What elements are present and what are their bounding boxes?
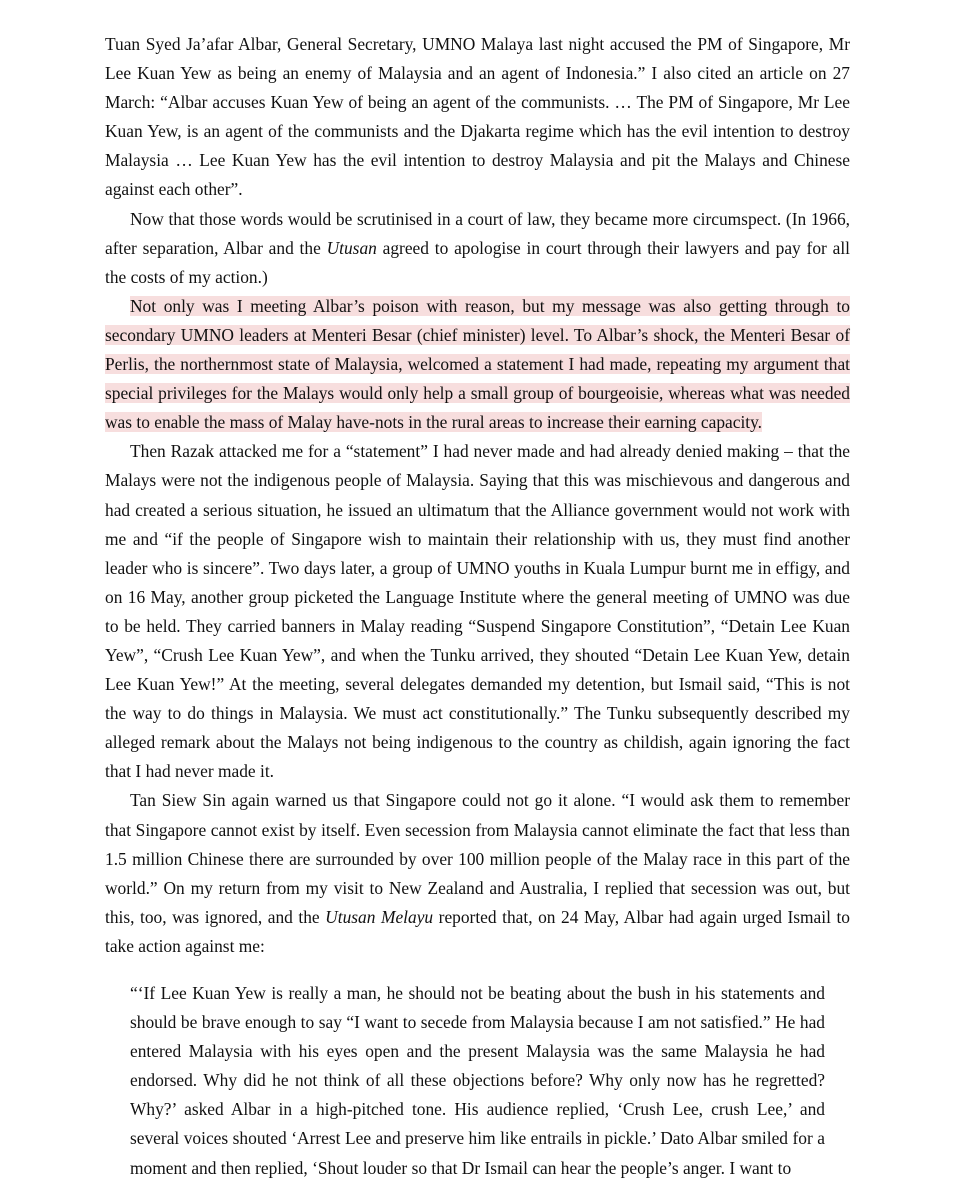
paragraph-1 bbox=[105, 30, 850, 205]
paragraph-2 bbox=[105, 205, 850, 292]
paragraph-4 bbox=[105, 437, 850, 786]
highlighted-text: Not only was I meeting Albar’s poison with reason, but my message was also getting through to secondary UMNO leaders at Menteri Besar (chief minister) level. To Albar’s shock, the Menteri Besar of Perlis, the northernmost state of Malaysia, welcomed a statement I had made, repeating my argument that special privileges for the Malays would only help a small group of bourgeoisie, whereas what was needed was to enable the mass of Malay have-nots in the rural areas to increase their earning capacity. bbox=[105, 295, 850, 433]
paragraph-1-text: Tuan Syed Ja’afar Albar, General Secretary, UMNO Malaya last night accused the PM of Singapore, Mr Lee Kuan Yew as being an enemy of Malaysia and an agent of Indonesia.” I also cited an article on 27 March: “Albar accuses Kuan Yew of being an agent of the communists. … The PM of Singapore, Mr Lee Kuan Yew, is an agent of the communists and the Djakarta regime which has the evil intention to destroy Malaysia … Lee Kuan Yew has the evil intention to destroy Malaysia and pit the Malays and Chinese against each other”. bbox=[105, 34, 850, 200]
block-quote-text: “‘If Lee Kuan Yew is really a man, he should not be beating about the bush in his statements and should be brave enough to say “I want to secede from Malaysia because I am not satisfied.” He had entered Malaysia with his eyes open and the present Malaysia was the same Malaysia he had endorsed. Why did he not think of all these objections before? Why only now has he regretted? Why?’ asked Albar in a high-pitched tone. His audience replied, ‘Crush Lee, crush Lee,’ and several voices shouted ‘Arrest Lee and preserve him like entrails in pickle.’ Dato Albar smiled for a moment and then replied, ‘Shout louder so that Dr Ismail can hear the people’s anger. I want to bbox=[130, 983, 825, 1178]
paragraph-2-text-a: Now that those words would be scrutinised in a court of law, they became more circumspect. (In 1966, after separation, Albar and the bbox=[105, 208, 850, 258]
paragraph-5-text-b: reported that, on 24 May, Albar had again urged Ismail to take action against me: bbox=[105, 906, 850, 956]
body-text bbox=[105, 30, 850, 1183]
paragraph-2-text-b: agreed to apologise in court through their lawyers and pay for all the costs of my action.) bbox=[105, 237, 850, 287]
block-quote bbox=[130, 979, 825, 1183]
paragraph-3-highlighted bbox=[105, 292, 850, 437]
paragraph-4-text: Then Razak attacked me for a “statement” I had never made and had already denied making – that the Malays were not the indigenous people of Malaysia. Saying that this was mischievous and dangerous and had created a serious situation, he issued an ultimatum that the Alliance government would not work with me and “if the people of Singapore wish to maintain their relationship with us, they must find another leader who is sincere”. Two days later, a group of UMNO youths in Kuala Lumpur burnt me in effigy, and on 16 May, another group picketed the Language Institute where the general meeting of UMNO was due to be held. They carried banners in Malay reading “Suspend Singapore Constitution”, “Detain Lee Kuan Yew”, “Crush Lee Kuan Yew”, and when the Tunku arrived, they shouted “Detain Lee Kuan Yew, detain Lee Kuan Yew!” At the meeting, several delegates demanded my detention, but Ismail said, “This is not the way to do things in Malaysia. We must act constitutionally.” The Tunku subsequently described my alleged remark about the Malays not being indigenous to the country as childish, again ignoring the fact that I had never made it. bbox=[105, 441, 850, 782]
paragraph-5 bbox=[105, 786, 850, 961]
paragraph-5-text-a: Tan Siew Sin again warned us that Singapore could not go it alone. “I would ask them to remember that Singapore cannot exist by itself. Even secession from Malaysia cannot eliminate the fact that less than 1.5 million Chinese there are surrounded by over 100 million people of the Malay race in this part of the world.” On my return from my visit to New Zealand and Australia, I replied that secession was out, but this, too, was ignored, and the bbox=[105, 790, 850, 927]
paragraph-2-italic: Utusan bbox=[326, 237, 377, 258]
paragraph-5-italic: Utusan Melayu bbox=[325, 906, 434, 927]
